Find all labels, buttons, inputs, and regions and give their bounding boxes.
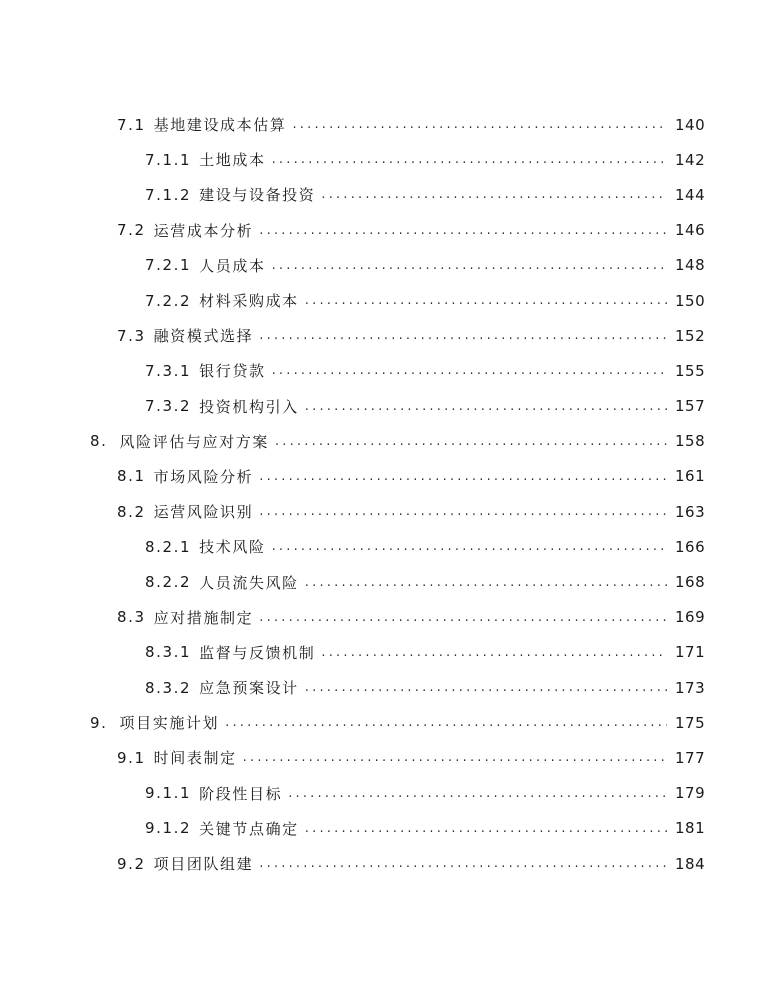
toc-entry-number: 7.1.2 (145, 185, 192, 204)
toc-entry-number: 8.3.2 (145, 678, 192, 697)
dot-leader (243, 750, 667, 765)
toc-entry-title: 运营风险识别 (153, 503, 254, 522)
toc-entry[interactable] (0, 600, 765, 635)
toc-entry[interactable] (0, 107, 765, 142)
toc-entry-page-number: 152 (675, 326, 706, 345)
table-of-contents (0, 107, 765, 881)
toc-entry-page-number: 177 (675, 748, 706, 767)
toc-entry-title: 市场风险分析 (153, 467, 254, 486)
toc-entry-number: 8.3.1 (145, 643, 192, 662)
toc-entry-page-number: 171 (675, 643, 706, 662)
toc-entry-number: 7.1 (117, 115, 146, 134)
dot-leader (305, 680, 667, 695)
toc-entry-page-number: 161 (675, 467, 706, 486)
toc-entry-title: 融资模式选择 (153, 327, 254, 346)
toc-entry-title: 建设与设备投资 (199, 186, 316, 205)
toc-entry-title: 项目团队组建 (153, 855, 254, 874)
dot-leader (321, 645, 667, 660)
toc-entry-page-number: 150 (675, 291, 706, 310)
toc-entry-page-number: 166 (675, 537, 706, 556)
toc-entry[interactable] (0, 846, 765, 881)
toc-entry-number: 7.2 (117, 221, 146, 240)
toc-entry-page-number: 168 (675, 573, 706, 592)
toc-entry[interactable] (0, 177, 765, 212)
toc-entry-title: 项目实施计划 (119, 714, 220, 733)
toc-entry[interactable] (0, 248, 765, 283)
toc-entry[interactable] (0, 740, 765, 775)
toc-entry-title: 时间表制定 (153, 749, 237, 768)
toc-entry-title: 应对措施制定 (153, 608, 254, 627)
dot-leader (259, 856, 667, 871)
toc-entry-page-number: 169 (675, 608, 706, 627)
toc-entry[interactable] (0, 389, 765, 424)
dot-leader (305, 293, 667, 308)
toc-entry-number: 7.2.2 (145, 291, 192, 310)
toc-entry-number: 9.2 (117, 854, 146, 873)
toc-entry[interactable] (0, 318, 765, 353)
dot-leader (321, 187, 667, 202)
toc-entry-title: 关键节点确定 (199, 819, 299, 838)
toc-entry[interactable] (0, 811, 765, 846)
toc-entry-page-number: 184 (675, 854, 706, 873)
toc-entry-title: 应急预案设计 (199, 679, 299, 698)
toc-entry-title: 人员成本 (199, 256, 266, 275)
toc-entry-number: 8.1 (117, 467, 146, 486)
toc-entry[interactable] (0, 213, 765, 248)
toc-entry[interactable] (0, 705, 765, 740)
toc-entry-page-number: 173 (675, 678, 706, 697)
toc-entry-number: 7.1.1 (145, 150, 192, 169)
toc-entry-title: 技术风险 (199, 538, 266, 557)
toc-entry-page-number: 144 (675, 185, 706, 204)
toc-entry-number: 7.3 (117, 326, 146, 345)
dot-leader (305, 399, 667, 414)
dot-leader (272, 258, 667, 273)
toc-entry[interactable] (0, 142, 765, 177)
toc-entry-title: 材料采购成本 (199, 292, 299, 311)
toc-entry-page-number: 155 (675, 361, 706, 380)
toc-entry-number: 8.2 (117, 502, 146, 521)
toc-entry-page-number: 158 (675, 432, 706, 451)
toc-entry-page-number: 140 (675, 115, 706, 134)
toc-entry-number: 9.1 (117, 748, 146, 767)
dot-leader (259, 469, 667, 484)
toc-entry-title: 监督与反馈机制 (199, 643, 316, 662)
toc-entry-title: 人员流失风险 (199, 573, 299, 592)
dot-leader (259, 223, 667, 238)
toc-entry[interactable] (0, 283, 765, 318)
toc-entry[interactable] (0, 776, 765, 811)
toc-entry-number: 8.3 (117, 608, 146, 627)
toc-entry-title: 阶段性目标 (199, 784, 283, 803)
dot-leader (305, 821, 667, 836)
toc-entry-page-number: 163 (675, 502, 706, 521)
toc-entry[interactable] (0, 353, 765, 388)
toc-entry-page-number: 157 (675, 397, 706, 416)
dot-leader (288, 786, 667, 801)
dot-leader (305, 575, 667, 590)
toc-entry-title: 运营成本分析 (153, 221, 254, 240)
dot-leader (259, 610, 667, 625)
toc-entry-page-number: 146 (675, 221, 706, 240)
toc-entry-number: 9. (90, 713, 108, 732)
toc-entry-page-number: 142 (675, 150, 706, 169)
toc-entry-number: 7.2.1 (145, 256, 192, 275)
toc-entry-page-number: 148 (675, 256, 706, 275)
toc-entry-number: 9.1.1 (145, 784, 192, 803)
toc-entry-title: 风险评估与应对方案 (119, 432, 269, 451)
toc-entry-page-number: 179 (675, 784, 706, 803)
toc-entry-title: 基地建设成本估算 (153, 116, 287, 135)
toc-entry-number: 8.2.2 (145, 573, 192, 592)
dot-leader (272, 152, 667, 167)
toc-entry-page-number: 175 (675, 713, 706, 732)
dot-leader (272, 363, 667, 378)
toc-entry[interactable] (0, 635, 765, 670)
toc-entry[interactable] (0, 670, 765, 705)
toc-entry-title: 银行贷款 (199, 362, 266, 381)
dot-leader (225, 715, 667, 730)
dot-leader (292, 117, 667, 132)
toc-entry[interactable] (0, 494, 765, 529)
toc-entry-title: 投资机构引入 (199, 397, 299, 416)
dot-leader (259, 328, 667, 343)
toc-entry-number: 8.2.1 (145, 537, 192, 556)
toc-entry[interactable] (0, 564, 765, 599)
toc-entry-number: 7.3.1 (145, 361, 192, 380)
toc-entry-number: 8. (90, 432, 108, 451)
toc-entry[interactable] (0, 529, 765, 564)
dot-leader (275, 434, 667, 449)
toc-entry-title: 土地成本 (199, 151, 266, 170)
toc-entry[interactable] (0, 424, 765, 459)
dot-leader (259, 504, 667, 519)
toc-entry[interactable] (0, 459, 765, 494)
dot-leader (272, 539, 667, 554)
toc-entry-number: 9.1.2 (145, 819, 192, 838)
toc-entry-page-number: 181 (675, 819, 706, 838)
toc-entry-number: 7.3.2 (145, 397, 192, 416)
